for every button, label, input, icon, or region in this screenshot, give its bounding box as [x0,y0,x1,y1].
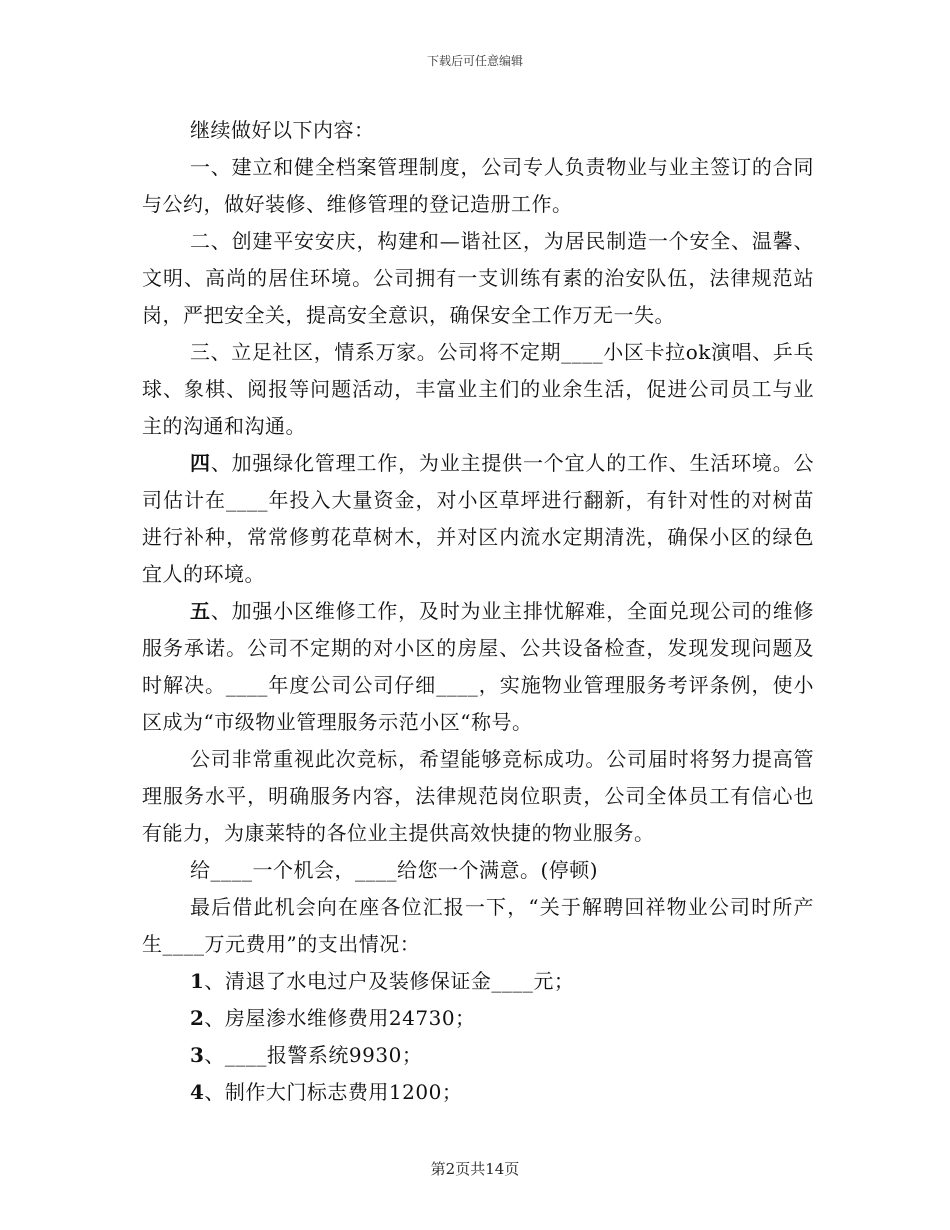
paragraph: 二、创建平安安庆，构建和—谐社区，为居民制造一个安全、温馨、文明、高尚的居住环境。公司拥有一支训练有素的治安队伍，法律规范站岗，严把安全关，提高安全意识，确保安全工作万无一失。 [142,229,814,327]
paragraph: 公司非常重视此次竞标，希望能够竞标成功。公司届时将努力提高管理服务水平，明确服务内容，法律规范岗位职责，公司全体员工有信心也有能力，为康莱特的各位业主提供高效快捷的物业服务。 [142,747,814,845]
page-header-note: 下载后可任意编辑 [426,54,523,68]
paragraph: 一、建立和健全档案管理制度，公司专人负责物业与业主签订的合同与公约，做好装修、维修管理的登记造册工作。 [142,155,814,216]
paragraph: 最后借此机会向在座各位汇报一下，“关于解聘回祥物业公司时所产生____万元费用”的支出情况： [142,895,814,956]
paragraph: 四、加强绿化管理工作，为业主提供一个宜人的工作、生活环境。公司估计在____年投入大量资金，对小区草坪进行翻新，有针对性的对树苗进行补种，常常修剪花草树木，并对区内流水定期清洗，确保小区的绿色宜人的环境。 [142,451,815,586]
page-number: 第2页共14页 [430,1160,520,1178]
paragraph: 三、立足社区，情系万家。公司将不定期____小区卡拉ok演唱、乒乓球、象棋、阅报等问题活动，丰富业主们的业余生活，促进公司员工与业主的沟通和沟通。 [142,340,814,438]
paragraph: 继续做好以下内容： [190,118,375,142]
list-item: 4、制作大门标志费用1200； [190,1080,463,1104]
list-item: 1、清退了水电过户及装修保证金____元； [190,969,575,993]
list-item: 3、____报警系统9930； [190,1043,423,1067]
document-body [142,112,814,1111]
list-item: 2、房屋渗水维修费用24730； [190,1006,476,1030]
paragraph: 五、加强小区维修工作，及时为业主排忧解难，全面兑现公司的维修服务承诺。公司不定期的对小区的房屋、公共设备检查，发现发现问题及时解决。____年度公司公司仔细____，实施物业管理服务考评条例，使小区成为“市级物业管理服务示范小区“称号。 [142,599,815,734]
paragraph: 给____一个机会，____给您一个满意。(停顿) [190,858,599,882]
